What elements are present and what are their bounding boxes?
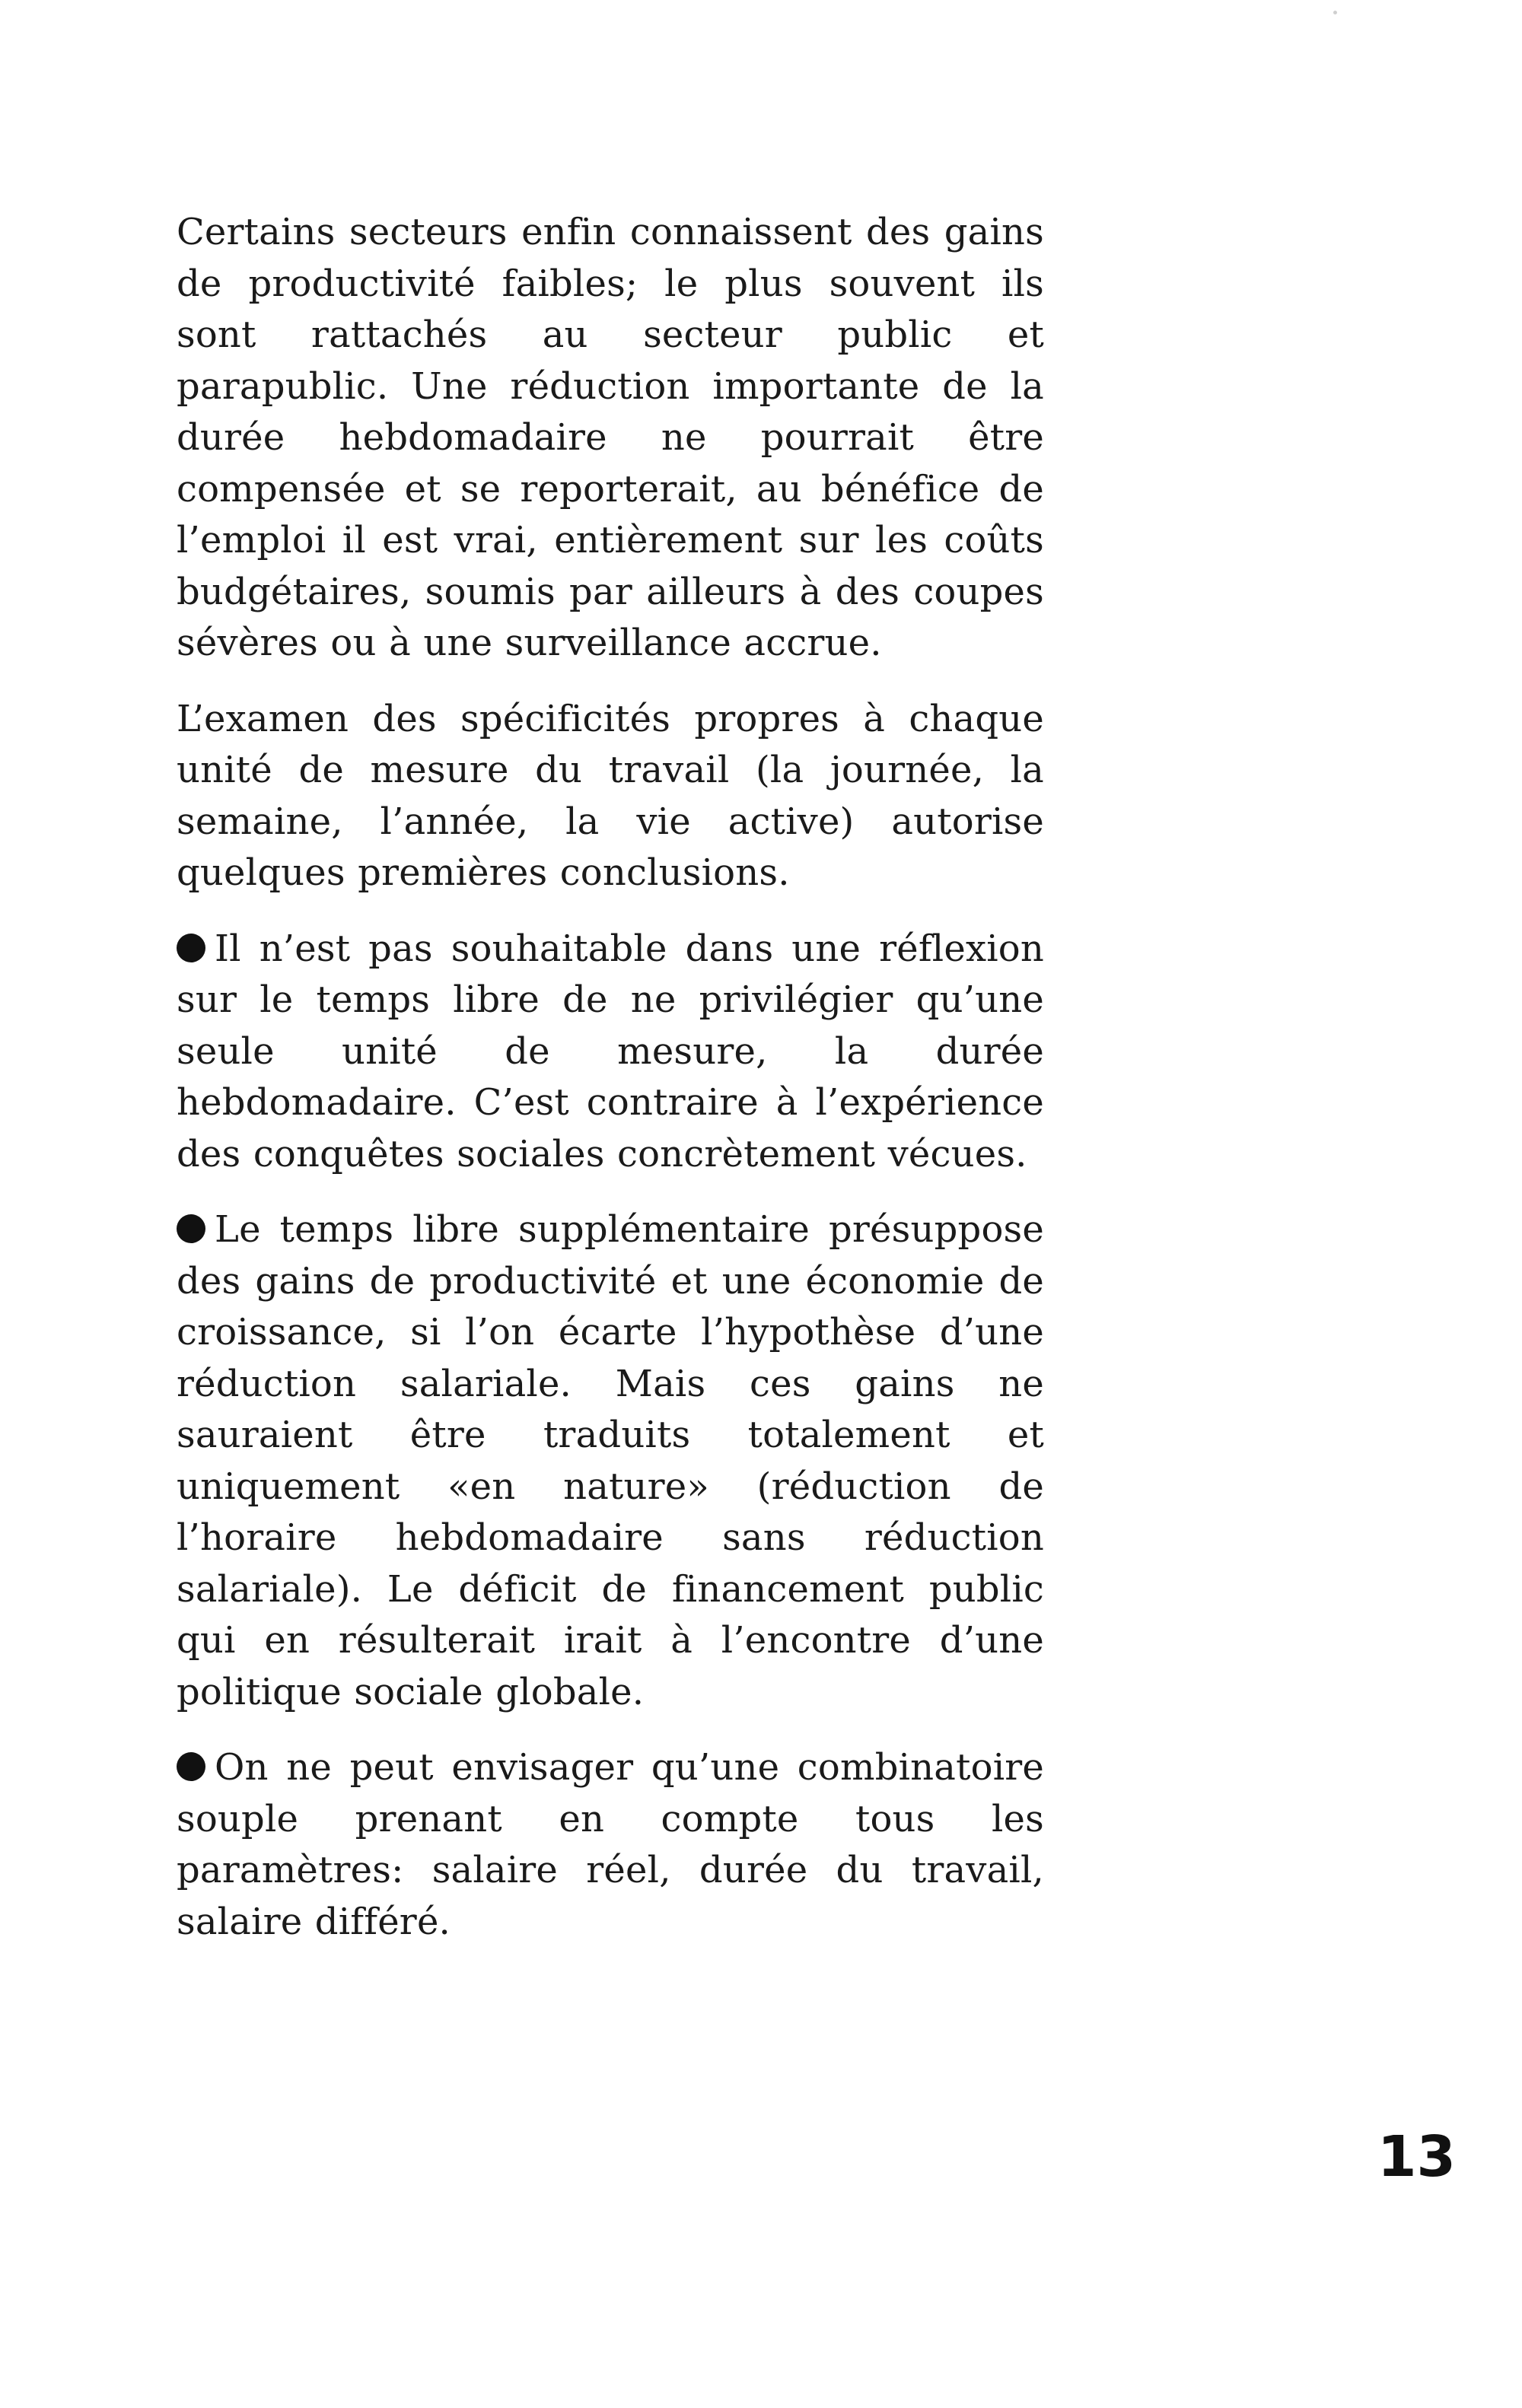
text-column: [177, 207, 1044, 1972]
bullet-item-1-text: Il n’est pas souhaitable dans une réflexion sur le temps libre de ne privilégier qu’une seule unité de mesure, la durée hebdomadaire. C’est contraire à l’expérience des conquêtes sociales concrètement vécues.: [177, 927, 1044, 1175]
bullet-dot-icon: [177, 1214, 205, 1243]
bullet-item-1: [177, 924, 1044, 1181]
paragraph-1: Certains secteurs enfin connaissent des gains de productivité faibles; le plus souvent ils sont rattachés au secteur public et parapublic. Une réduction importante de la durée hebdomadaire ne pourrait être compensée et se reporterait, au bénéfice de l’emploi il est vrai, entièrement sur les coûts budgétaires, soumis par ailleurs à des coupes sévères ou à une surveillance accrue.: [177, 211, 1044, 664]
bullet-item-2: [177, 1204, 1044, 1718]
paragraph-2: L’examen des spécificités propres à chaque unité de mesure du travail (la journée, la semaine, l’année, la vie active) autorise quelques premières conclusions.: [177, 697, 1044, 894]
bullet-dot-icon: [177, 1752, 205, 1781]
scan-speck: [1333, 11, 1337, 14]
page-number: 13: [1377, 2124, 1456, 2190]
bullet-item-3-text: On ne peut envisager qu’une combinatoire souple prenant en compte tous les paramètres: salaire réel, durée du travail, salaire différé.: [177, 1746, 1044, 1943]
bullet-item-2-text: Le temps libre supplémentaire présuppose des gains de productivité et une économie de croissance, si l’on écarte l’hypothèse d’une réduction salariale. Mais ces gains ne sauraient être traduits totalement et uniquement «en nature» (réduction de l’horaire hebdomadaire sans réduction salariale). Le déficit de financement public qui en résulterait irait à l’encontre d’une politique sociale globale.: [177, 1208, 1044, 1713]
bullet-dot-icon: [177, 934, 205, 962]
bullet-item-3: [177, 1742, 1044, 1948]
